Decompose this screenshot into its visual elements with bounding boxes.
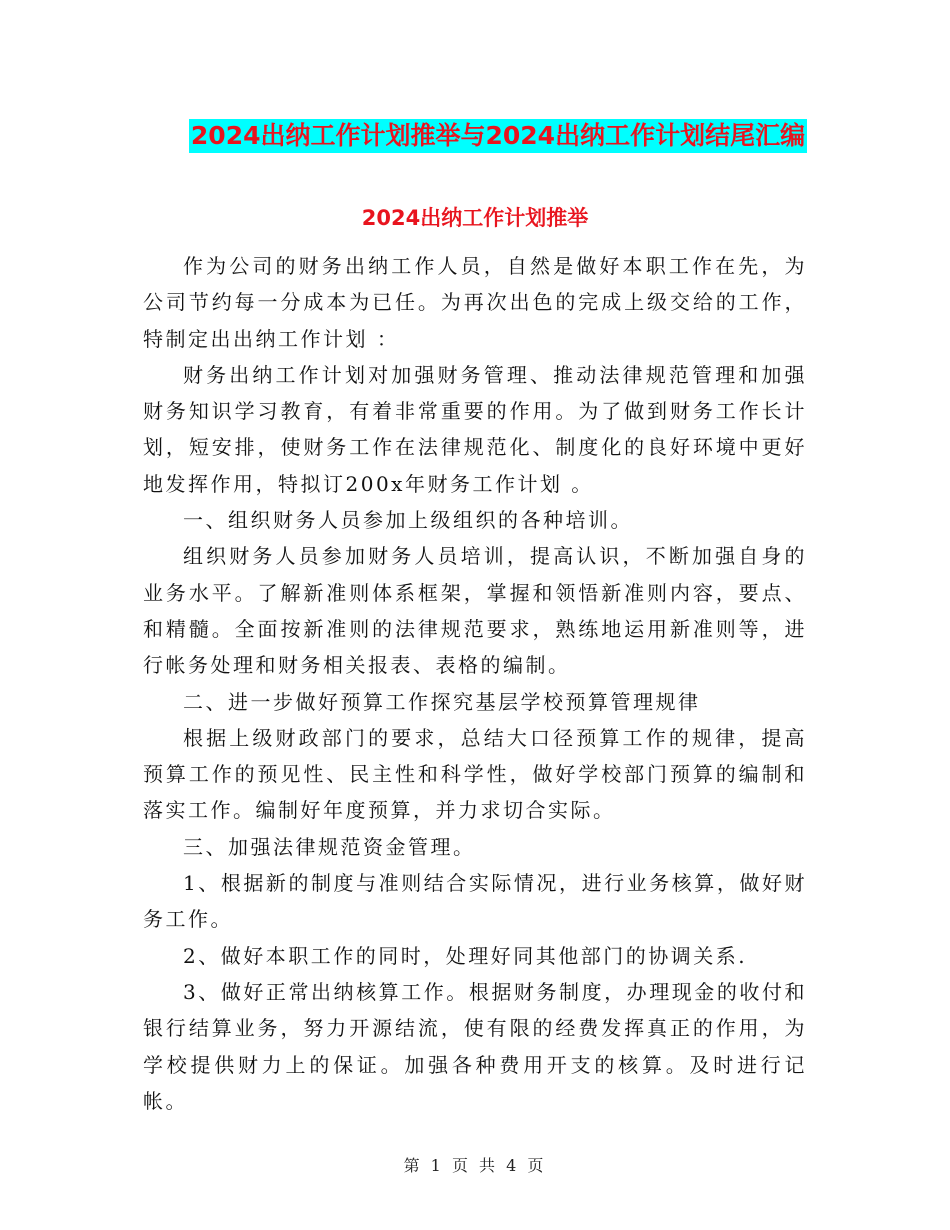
list-item-2: 2、做好本职工作的同时，处理好同其他部门的协调关系. [183,943,748,968]
document-body [143,248,807,1119]
heading-training: 一、组织财务人员参加上级组织的各种培训。 [183,508,633,533]
paragraph-intro: 作为公司的财务出纳工作人员，自然是做好本职工作在先，为公司节约每一分成本为已任。为再次出色的完成上级交给的工作，特制定出出纳工作计划 ： [143,254,807,351]
heading-budget: 二、进一步做好预算工作探究基层学校预算管理规律 [183,689,701,714]
paragraph-overview: 财务出纳工作计划对加强财务管理、推动法律规范管理和加强财务知识学习教育，有着非常重要的作用。为了做到财务工作长计划，短安排，使财务工作在法律规范化、制度化的良好环境中更好地发挥作用，特拟订200x年财务工作计划 。 [143,362,807,496]
list-item-3: 3、做好正常出纳核算工作。根据财务制度，办理现金的收付和银行结算业务，努力开源结流，使有限的经费发挥真正的作用，为学校提供财力上的保证。加强各种费用开支的核算。及时进行记帐。 [143,979,807,1113]
document-title [0,114,950,153]
page-footer: 第 1 页 共 4 页 [403,1156,547,1175]
list-item-1: 1、根据新的制度与准则结合实际情况，进行业务核算，做好财务工作。 [143,871,807,932]
paragraph-training: 组织财务人员参加财务人员培训，提高认识，不断加强自身的业务水平。了解新准则体系框架，掌握和领悟新准则内容，要点、和精髓。全面按新准则的法律规范要求，熟练地运用新准则等，进行帐务处理和财务相关报表、表格的编制。 [143,544,807,678]
paragraph-budget: 根据上级财政部门的要求，总结大口径预算工作的规律，提高预算工作的预见性、民主性和科学性，做好学校部门预算的编制和落实工作。编制好年度预算，并力求切合实际。 [143,725,807,823]
document-title-text: 2024出纳工作计划推举与2024出纳工作计划结尾汇编 [189,119,807,153]
section-title: 2024出纳工作计划推举 [361,206,589,230]
heading-funds: 三、加强法律规范资金管理。 [183,834,476,859]
